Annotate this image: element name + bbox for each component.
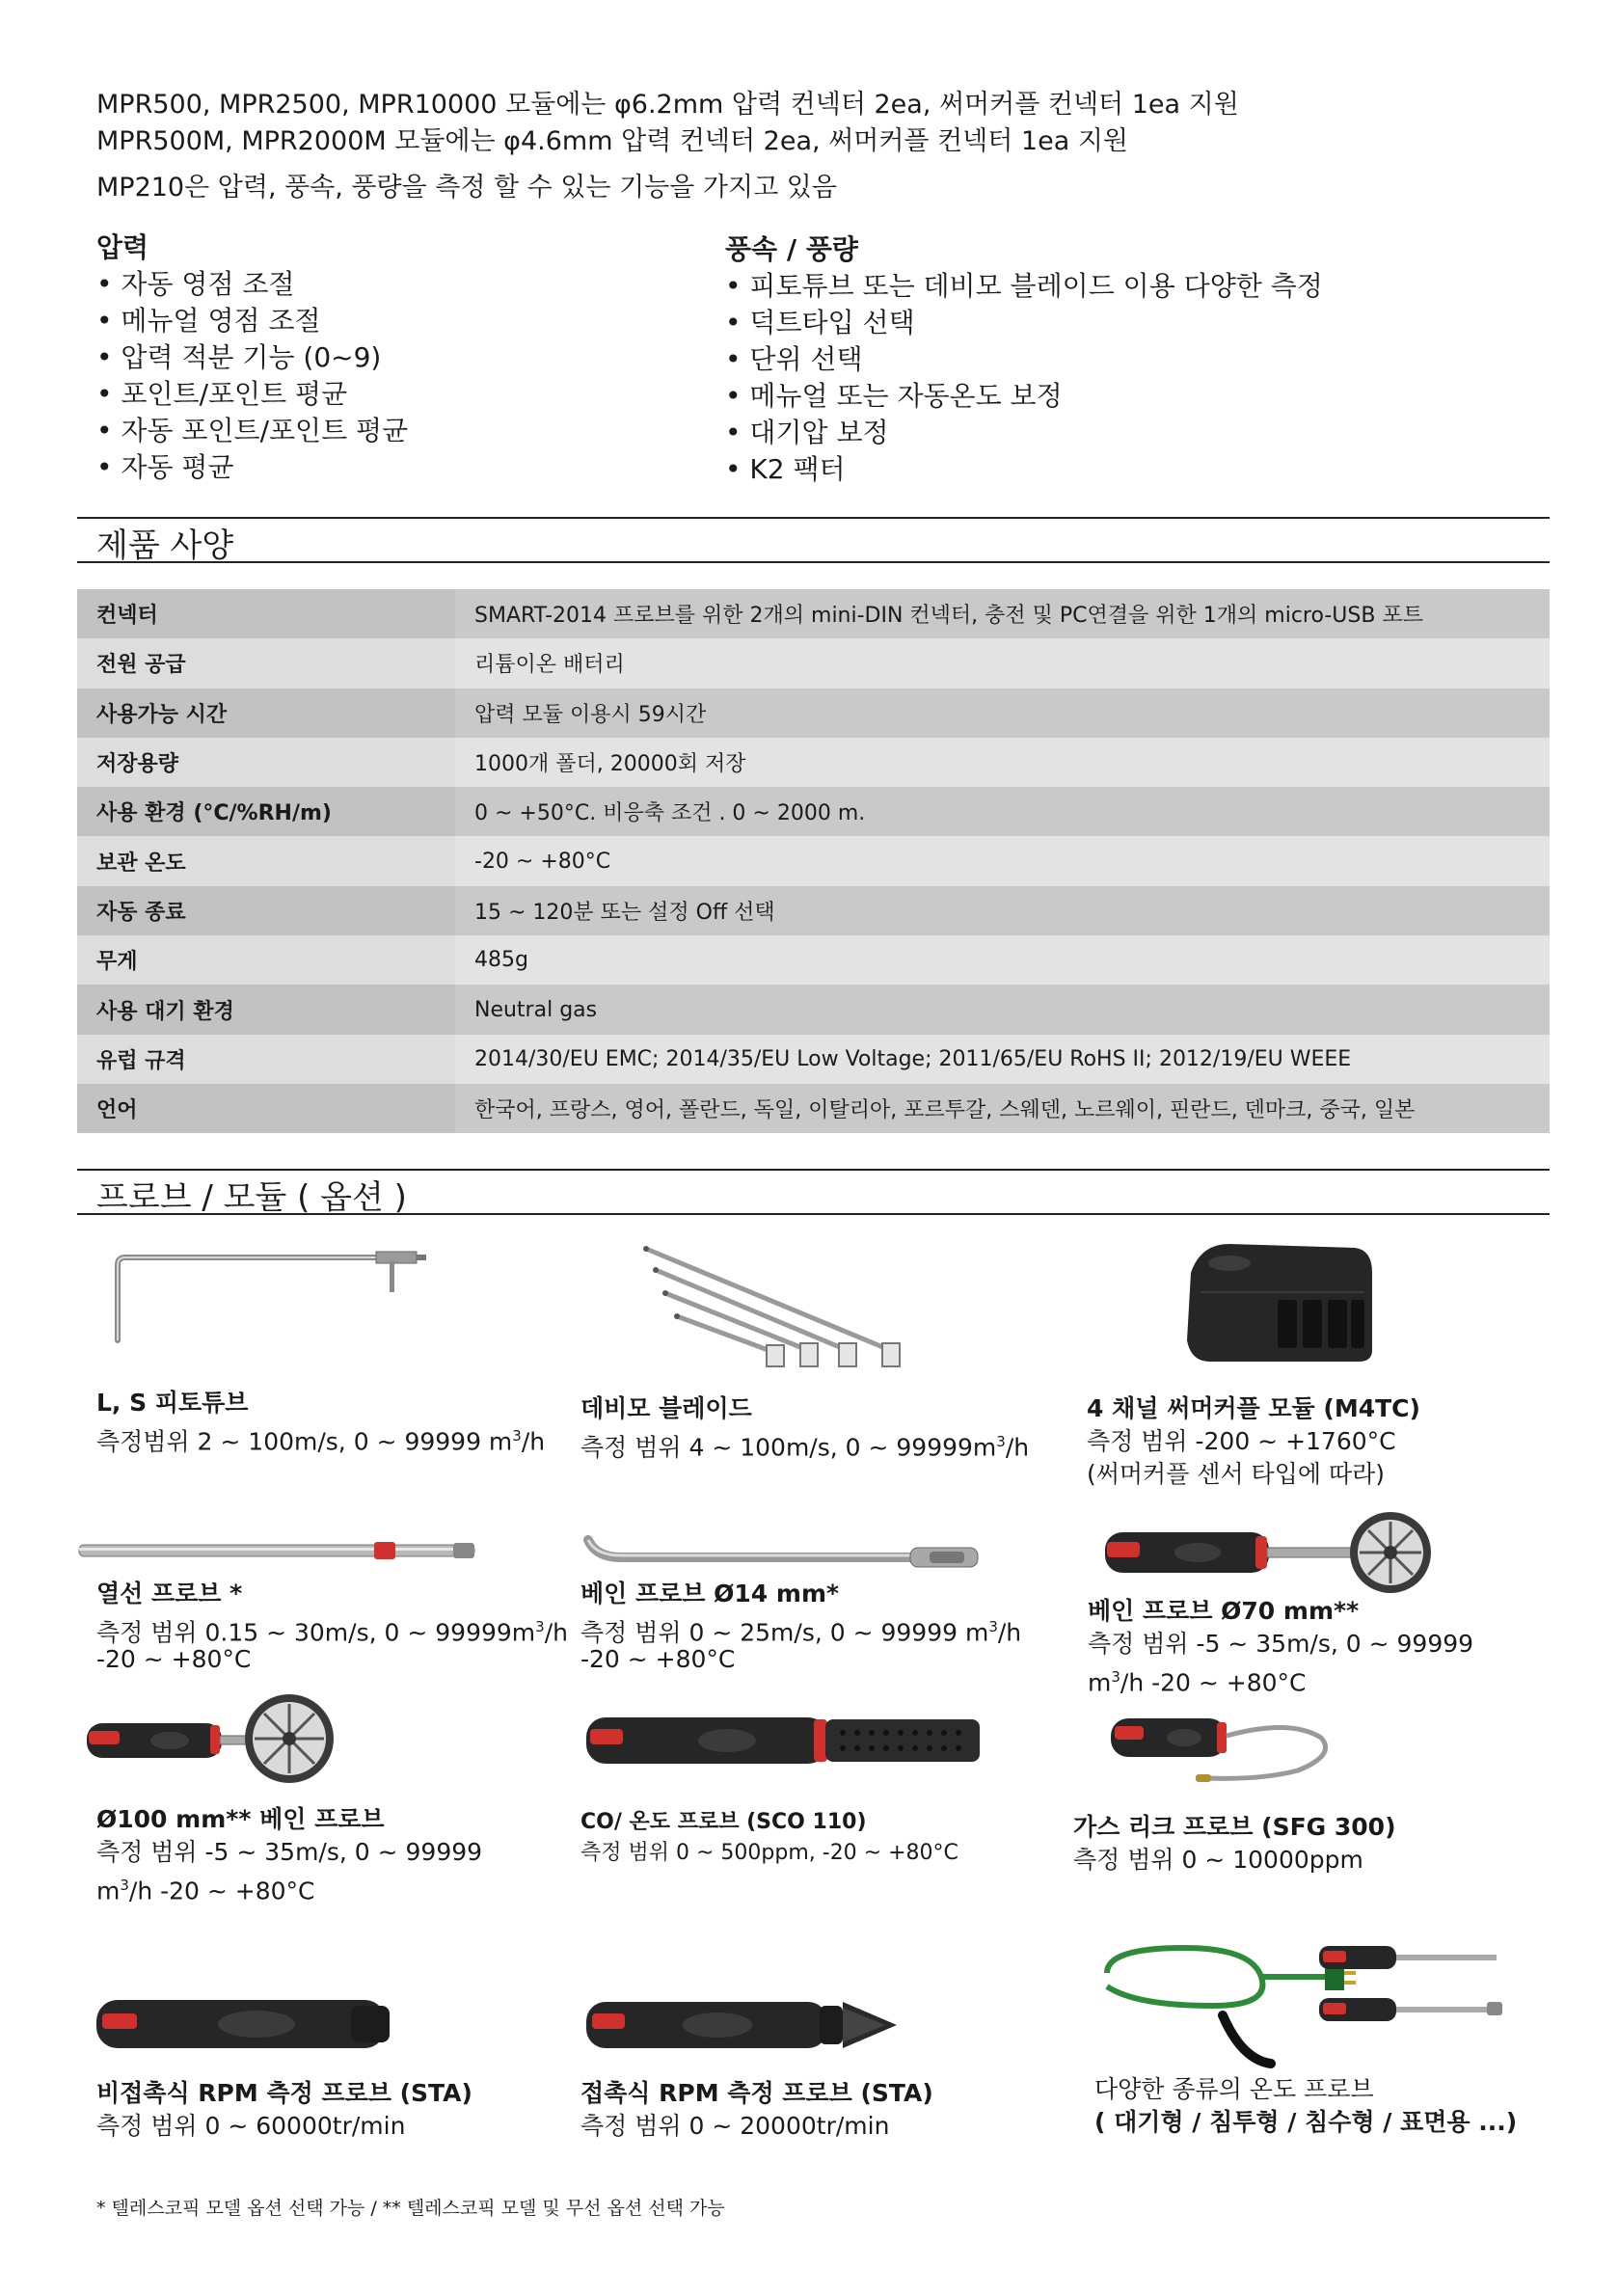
hotwire-range-sup: 3 [535, 1618, 545, 1635]
spec-key: 언어 [77, 1084, 455, 1133]
spec-value: 2014/30/EU EMC; 2014/35/EU Low Voltage; 2011/65/EU RoHS II; 2012/19/EU WEEE [455, 1035, 1550, 1084]
spec-value: -20 ~ +80°C [455, 836, 1550, 885]
probes-bottom-rule [77, 1213, 1550, 1215]
temp-probes-types: ( 대기형 / 침투형 / 침수형 / 표면용 ...) [1094, 2108, 1518, 2136]
probes-section-title: 프로브 / 모듈 ( 옵션 ) [96, 1178, 407, 1217]
table-row [77, 1084, 1550, 1133]
table-row [77, 638, 1550, 688]
spec-value: 압력 모듈 이용시 59시간 [455, 689, 1550, 738]
spec-key: 유럽 규격 [77, 1035, 455, 1084]
pitot-range [96, 1419, 545, 1458]
pitot-range-text: 측정범위 2 ~ 100m/s, 0 ~ 99999 m [96, 1427, 513, 1456]
vane70-unit-sup: 3 [1111, 1668, 1120, 1686]
debimo-range [580, 1425, 1029, 1464]
vane70-unit-rest: /h -20 ~ +80°C [1120, 1668, 1307, 1697]
vane100-unit-rest: /h -20 ~ +80°C [128, 1877, 315, 1905]
co-probe-image [582, 1712, 987, 1769]
vane70-unit [1088, 1661, 1307, 1699]
list-item: • 자동 평균 [96, 449, 408, 486]
vane100-title: Ø100 mm** 베인 프로브 [96, 1805, 385, 1833]
spec-value: SMART-2014 프로브를 위한 2개의 mini-DIN 컨넥터, 충전 및 PC연결을 위한 1개의 micro-USB 포트 [455, 589, 1550, 638]
spec-key: 전원 공급 [77, 638, 455, 688]
m4tc-note: (써머커플 센서 타입에 따라) [1087, 1460, 1385, 1488]
table-row [77, 1035, 1550, 1084]
vane100-probe-image [83, 1692, 343, 1785]
temperature-probes-image [1097, 1938, 1512, 2073]
sta-noncontact-range: 측정 범위 0 ~ 60000tr/min [96, 2112, 406, 2140]
vane14-range-text: 측정 범위 0 ~ 25m/s, 0 ~ 99999 m [580, 1618, 989, 1647]
table-row [77, 935, 1550, 985]
spec-value: 리튬이온 배터리 [455, 638, 1550, 688]
sta-noncontact-title: 비접촉식 RPM 측정 프로브 (STA) [96, 2079, 472, 2107]
debimo-range-text: 측정 범위 4 ~ 100m/s, 0 ~ 99999m [580, 1433, 997, 1462]
co-probe-range: 측정 범위 0 ~ 500ppm, -20 ~ +80°C [580, 1841, 958, 1865]
table-row [77, 689, 1550, 738]
spec-value: Neutral gas [455, 985, 1550, 1034]
vane100-unit [96, 1869, 315, 1907]
m4tc-module-image [1172, 1234, 1379, 1369]
spec-value: 한국어, 프랑스, 영어, 폴란드, 독일, 이탈리아, 포르투갈, 스웨덴, 노르웨이, 핀란드, 덴마크, 중국, 일본 [455, 1084, 1550, 1133]
list-item: • 단위 선택 [725, 341, 1323, 378]
co-probe-title: CO/ 온도 프로브 (SCO 110) [580, 1810, 867, 1834]
spec-key: 사용가능 시간 [77, 689, 455, 738]
sta-contact-probe-image [582, 1994, 901, 2056]
sta-noncontact-probe-image [93, 1996, 401, 2052]
table-row [77, 787, 1550, 836]
pitot-range-unit: /h [521, 1427, 546, 1456]
sta-contact-range: 측정 범위 0 ~ 20000tr/min [580, 2112, 890, 2140]
list-item: • 포인트/포인트 평균 [96, 376, 408, 413]
vane70-range: 측정 범위 -5 ~ 35m/s, 0 ~ 99999 [1088, 1630, 1474, 1658]
intro-line-2: MPR500M, MPR2000M 모듈에는 φ4.6mm 압력 컨넥터 2ea, 써머커플 컨넥터 1ea 지원 [96, 126, 1129, 156]
gas-leak-title: 가스 리크 프로브 (SFG 300) [1073, 1813, 1396, 1841]
spec-table [77, 589, 1550, 1133]
list-item: • K2 팩터 [725, 451, 1323, 488]
hotwire-probe-image [75, 1533, 480, 1568]
list-item: • 압력 적분 기능 (0~9) [96, 339, 408, 376]
temp-probes-title: 다양한 종류의 온도 프로브 [1094, 2075, 1374, 2103]
spec-key: 무게 [77, 935, 455, 985]
pressure-list [96, 266, 408, 486]
hotwire-range-text: 측정 범위 0.15 ~ 30m/s, 0 ~ 99999m [96, 1618, 536, 1647]
spec-key: 사용 환경 (°C/%RH/m) [77, 787, 455, 836]
footnote: * 텔레스코픽 모델 옵션 선택 가능 / ** 텔레스코픽 모델 및 무선 옵션 선택 가능 [96, 2198, 725, 2219]
airflow-features [725, 231, 1323, 488]
table-row [77, 738, 1550, 787]
table-row [77, 985, 1550, 1034]
debimo-title: 데비모 블레이드 [580, 1394, 752, 1422]
m4tc-range: 측정 범위 -200 ~ +1760°C [1087, 1427, 1396, 1455]
pitot-range-sup: 3 [512, 1427, 522, 1445]
pressure-title: 압력 [96, 231, 149, 263]
hotwire-temp: -20 ~ +80°C [96, 1645, 252, 1673]
list-item: • 메뉴얼 또는 자동온도 보정 [725, 378, 1323, 415]
debimo-blade-image [636, 1239, 906, 1374]
pitot-tube-image [106, 1244, 434, 1350]
intro-line-1: MPR500, MPR2500, MPR10000 모듈에는 φ6.2mm 압력 컨넥터 2ea, 써머커플 컨넥터 1ea 지원 [96, 90, 1239, 120]
sta-contact-title: 접촉식 RPM 측정 프로브 (STA) [580, 2079, 933, 2107]
spec-key: 컨넥터 [77, 589, 455, 638]
pitot-title: L, S 피토튜브 [96, 1389, 249, 1417]
hotwire-range-unit: /h [544, 1618, 568, 1647]
vane100-unit-sup: 3 [120, 1877, 129, 1894]
list-item: • 자동 포인트/포인트 평균 [96, 413, 408, 449]
table-row [77, 886, 1550, 935]
vane14-range-sup: 3 [988, 1618, 998, 1635]
spec-key: 자동 종료 [77, 886, 455, 935]
vane70-title: 베인 프로브 Ø70 mm** [1088, 1597, 1360, 1625]
vane14-title: 베인 프로브 Ø14 mm* [580, 1580, 840, 1607]
vane14-probe-image [582, 1528, 987, 1573]
vane14-range-unit: /h [997, 1618, 1022, 1647]
airflow-list [725, 268, 1323, 488]
gas-leak-range: 측정 범위 0 ~ 10000ppm [1073, 1846, 1363, 1874]
spec-key: 사용 대기 환경 [77, 985, 455, 1034]
list-item: • 메뉴얼 영점 조절 [96, 303, 408, 339]
table-row [77, 589, 1550, 638]
spec-value: 1000개 폴더, 20000회 저장 [455, 738, 1550, 787]
spec-value: 485g [455, 935, 1550, 985]
debimo-range-sup: 3 [996, 1433, 1006, 1450]
spec-value: 0 ~ +50°C. 비응축 조건 . 0 ~ 2000 m. [455, 787, 1550, 836]
m4tc-title: 4 채널 써머커플 모듈 (M4TC) [1087, 1394, 1420, 1422]
vane70-probe-image [1101, 1509, 1439, 1596]
spec-bottom-rule [77, 561, 1550, 563]
table-row [77, 836, 1550, 885]
vane70-unit-m: m [1088, 1668, 1112, 1697]
list-item: • 자동 영점 조절 [96, 266, 408, 303]
vane100-unit-m: m [96, 1877, 121, 1905]
vane14-temp: -20 ~ +80°C [580, 1645, 736, 1673]
pressure-features [96, 230, 408, 486]
spec-key: 보관 온도 [77, 836, 455, 885]
hotwire-title: 열선 프로브 * [96, 1580, 243, 1607]
debimo-range-unit: /h [1005, 1433, 1030, 1462]
spec-top-rule [77, 517, 1550, 519]
intro-line-3: MP210은 압력, 풍속, 풍량을 측정 할 수 있는 기능을 가지고 있음 [96, 173, 837, 203]
list-item: • 피토튜브 또는 데비모 블레이드 이용 다양한 측정 [725, 268, 1323, 305]
airflow-title: 풍속 / 풍량 [725, 233, 858, 265]
list-item: • 대기압 보정 [725, 415, 1323, 451]
vane100-range: 측정 범위 -5 ~ 35m/s, 0 ~ 99999 [96, 1838, 483, 1866]
list-item: • 덕트타입 선택 [725, 305, 1323, 341]
spec-key: 저장용량 [77, 738, 455, 787]
spec-value: 15 ~ 120분 또는 설정 Off 선택 [455, 886, 1550, 935]
gas-leak-probe-image [1107, 1709, 1348, 1786]
spec-section-title: 제품 사양 [96, 527, 234, 565]
